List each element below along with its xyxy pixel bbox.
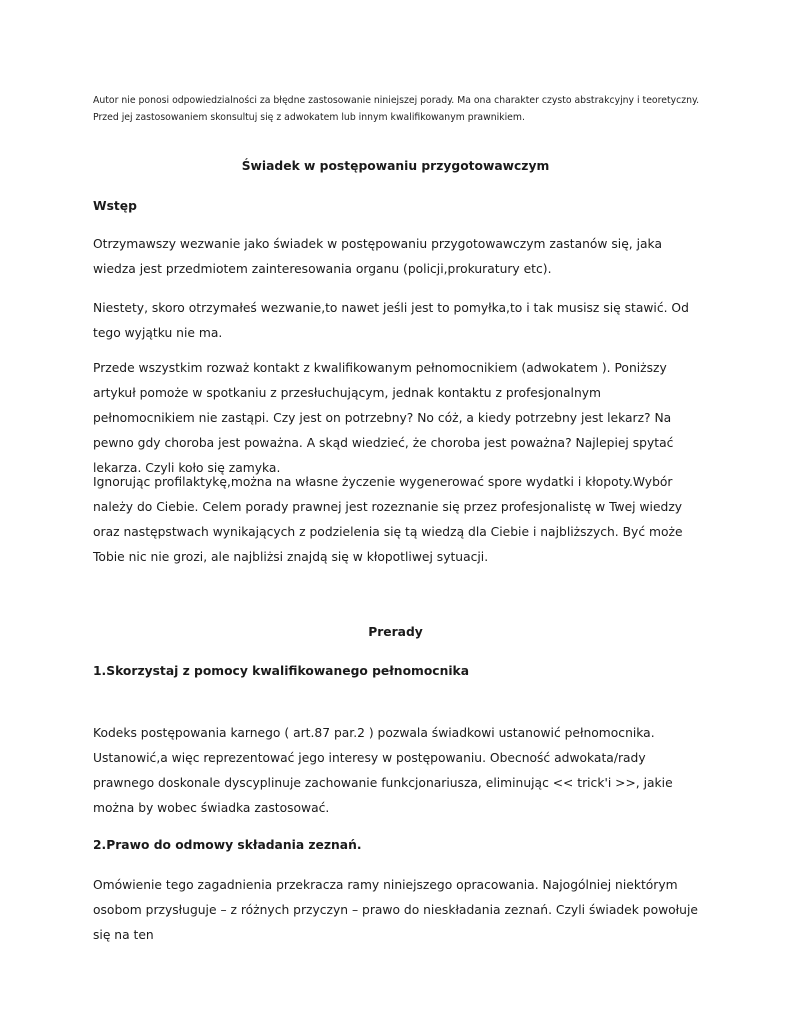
disclaimer — [93, 92, 713, 126]
intro-paragraph-4: Ignorując profilaktykę,można na własne życzenie wygenerować spore wydatki i kłopoty.Wybór należy do Ciebie. Celem porady prawnej jest rozeznanie się przez profesjonalistę w Twej wiedzy oraz następstwach wynikających z podzielenia się tą wiedzą dla Ciebie i najbliższych. Być może Tobie nic nie grozi, ale najbliżsi znajdą się w kłopotliwej sytuacji. — [93, 475, 683, 564]
section-1-paragraph: Kodeks postępowania karnego ( art.87 par.2 ) pozwala świadkowi ustanowić pełnomocnika. Ustanowić,a więc reprezentować jego interesy w postępowaniu. Obecność adwokata/rady prawnego doskonale dyscyplinuje zachowanie funkcjonariusza, eliminując << trick'i >>, jakie można by wobec świadka zastosować. — [93, 726, 673, 815]
document-title: Świadek w postępowaniu przygotowawczym — [241, 159, 550, 173]
disclaimer-line-1: Autor nie ponosi odpowiedzialności za błędne zastosowanie niniejszej porady. Ma ona charakter czysto abstrakcyjny i teoretyczny. — [93, 95, 700, 106]
section-2-heading: 2.Prawo do odmowy składania zeznań. — [93, 838, 362, 852]
section-1-heading: 1.Skorzystaj z pomocy kwalifikowanego pełnomocnika — [93, 664, 470, 678]
intro-paragraph-2: Niestety, skoro otrzymałeś wezwanie,to nawet jeśli jest to pomyłka,to i tak musisz się stawić. Od tego wyjątku nie ma. — [93, 301, 689, 340]
intro-paragraph-1: Otrzymawszy wezwanie jako świadek w postępowaniu przygotowawczym zastanów się, jaka wiedza jest przedmiotem zainteresowania organu (policji,prokuratury etc). — [93, 237, 663, 276]
disclaimer-line-2: Przed jej zastosowaniem skonsultuj się z adwokatem lub innym kwalifikowanym prawnikiem. — [93, 112, 525, 123]
section-2-paragraph: Omówienie tego zagadnienia przekracza ramy niniejszego opracowania. Najogólniej niektórym osobom przysługuje – z różnych przyczyn – prawo do nieskładania zeznań. Czyli świadek powołuje się na ten — [93, 878, 698, 942]
intro-paragraph-3: Przede wszystkim rozważ kontakt z kwalifikowanym pełnomocnikiem (adwokatem ). Poniższy artykuł pomoże w spotkaniu z przesłuchującym, jednak kontaktu z profesjonalnym pełnomocnikiem nie zastąpi. Czy jest on potrzebny? No cóż, a kiedy potrzebny jest lekarz? Na pewno gdy choroba jest poważna. A skąd wiedzieć, że choroba jest poważna? Najlepiej spytać lekarza. Czyli koło się zamyka. — [93, 361, 674, 475]
advice-heading: Prerady — [368, 625, 423, 639]
intro-heading: Wstęp — [93, 199, 137, 213]
